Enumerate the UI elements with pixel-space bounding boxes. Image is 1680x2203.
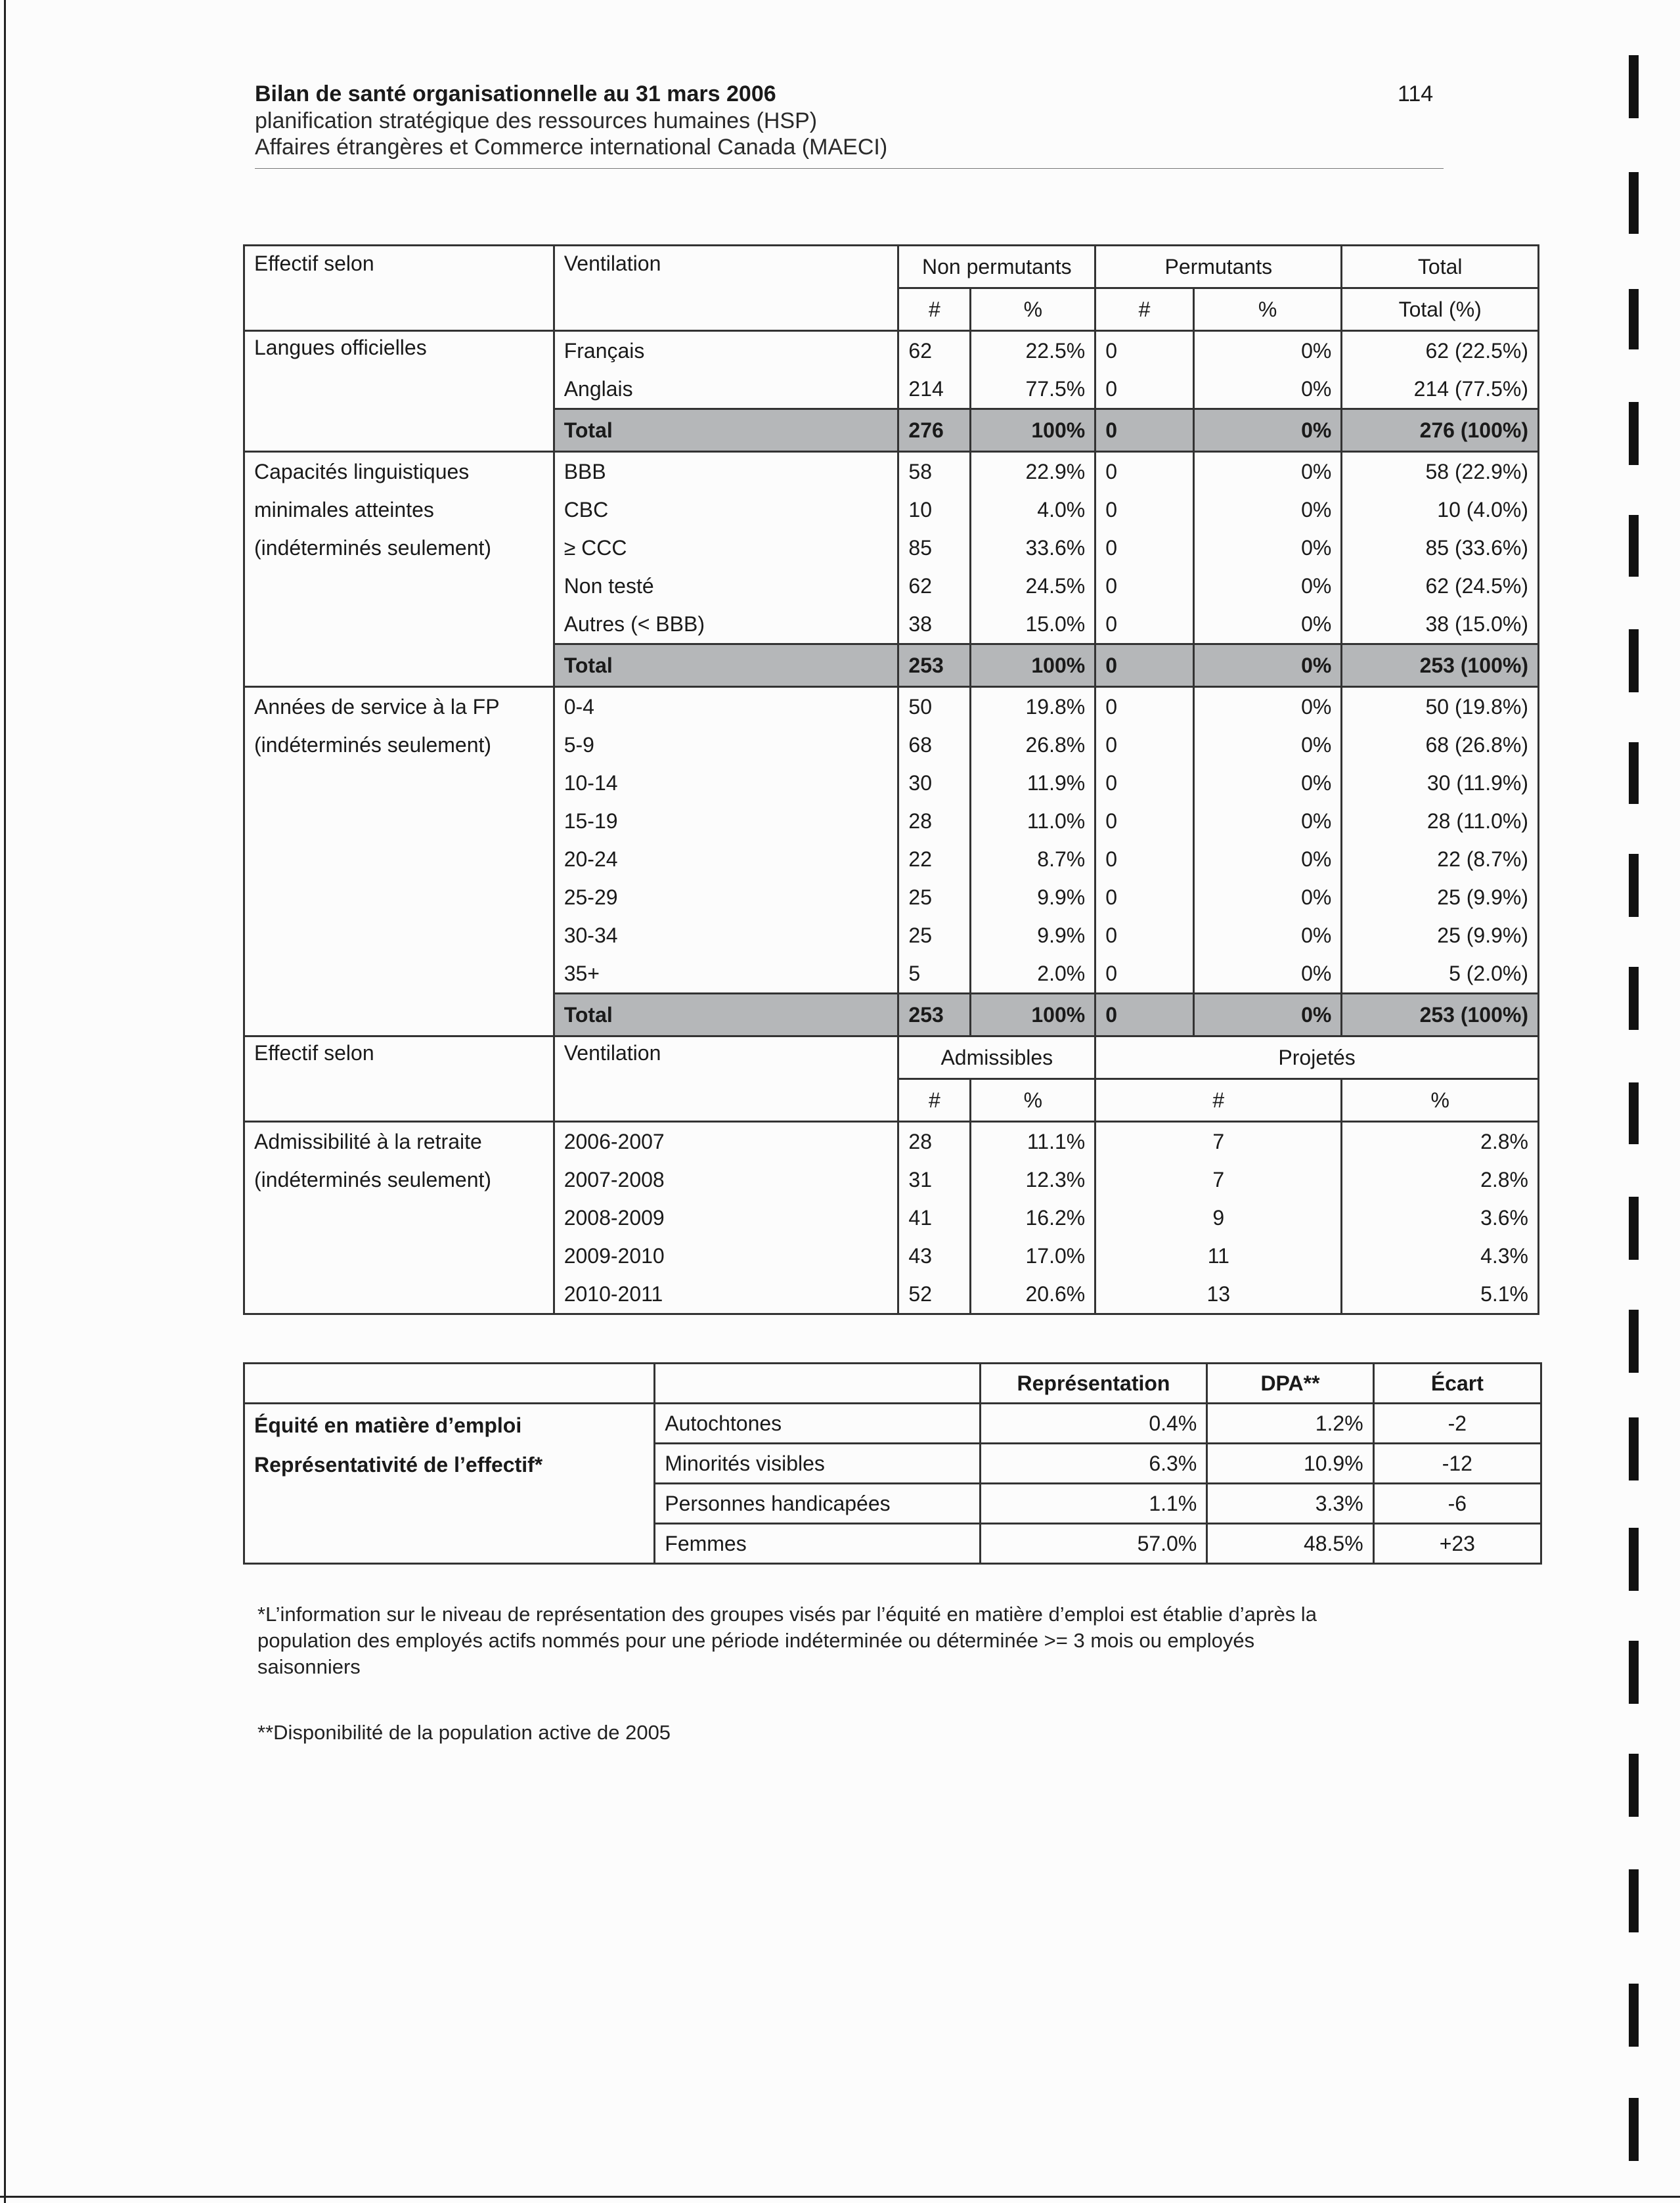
cell-total: 25 (9.9%) (1342, 916, 1539, 954)
cell-pct: 2.0% (971, 954, 1095, 994)
header-total: Total (1342, 246, 1539, 288)
group-label-langues: Langues officielles (244, 331, 554, 452)
cell-num: 13 (1095, 1275, 1342, 1314)
cell-num: 0 (1095, 840, 1194, 878)
cell-ventilation: Anglais (554, 370, 898, 409)
cell-num: 43 (898, 1237, 971, 1275)
cell-ventilation: 15-19 (554, 802, 898, 840)
subheader-num: # (1095, 288, 1194, 331)
cell-ventilation: ≥ CCC (554, 529, 898, 567)
footnote-line: saisonniers (257, 1655, 361, 1678)
cell-ventilation: 10-14 (554, 764, 898, 802)
cell-pct: 0% (1193, 529, 1342, 567)
header-ecart: Écart (1373, 1364, 1541, 1404)
table-row (244, 1404, 1541, 1444)
header-representation: Représentation (980, 1364, 1207, 1404)
cell-num: 10 (898, 491, 971, 529)
cell-pct: 100% (971, 409, 1095, 452)
header-permutants: Permutants (1095, 246, 1342, 288)
header-non-permutants: Non permutants (898, 246, 1095, 288)
cell-pct: 3.6% (1342, 1199, 1539, 1237)
cell-num: 0 (1095, 954, 1194, 994)
cell-pct: 0% (1193, 802, 1342, 840)
cell-num: 11 (1095, 1237, 1342, 1275)
cell-num: 25 (898, 878, 971, 916)
cell-num: 68 (898, 726, 971, 764)
subheader-pct: % (971, 1079, 1095, 1122)
cell-total: 28 (11.0%) (1342, 802, 1539, 840)
cell-pct: 100% (971, 644, 1095, 687)
cell-pct: 20.6% (971, 1275, 1095, 1314)
cell-num: 0 (1095, 529, 1194, 567)
table-row (244, 1122, 1539, 1161)
binding-hole-mark (1629, 1310, 1639, 1373)
footnote-line: population des employés actifs nommés pour une période indéterminée ou déterminée >= 3 mois ou employés (257, 1629, 1255, 1652)
cell-dpa: 3.3% (1207, 1484, 1373, 1524)
header-effectif: Effectif selon (244, 1036, 554, 1122)
header-blank (655, 1364, 980, 1404)
scan-edge-left (4, 0, 6, 2203)
subheader-pct: % (1342, 1079, 1539, 1122)
cell-pct: 26.8% (971, 726, 1095, 764)
binding-hole-mark (1629, 1528, 1639, 1591)
cell-pct: 15.0% (971, 605, 1095, 644)
cell-total: 85 (33.6%) (1342, 529, 1539, 567)
cell-num: 0 (1095, 687, 1194, 726)
cell-pct: 4.3% (1342, 1237, 1539, 1275)
cell-ventilation: 5-9 (554, 726, 898, 764)
cell-num: 41 (898, 1199, 971, 1237)
binding-hole-mark (1629, 172, 1639, 234)
cell-ventilation: 2010-2011 (554, 1275, 898, 1314)
cell-pct: 9.9% (971, 916, 1095, 954)
binding-hole-mark (1629, 1417, 1639, 1480)
cell-pct: 11.0% (971, 802, 1095, 840)
binding-hole-mark (1629, 55, 1639, 118)
footnote-dpa: **Disponibilité de la population active de 2005 (257, 1721, 671, 1744)
cell-total: 10 (4.0%) (1342, 491, 1539, 529)
subheader-pct: % (1193, 288, 1342, 331)
cell-total: 38 (15.0%) (1342, 605, 1539, 644)
page-title: Bilan de santé organisationnelle au 31 mars 2006 (255, 81, 776, 106)
cell-num: 58 (898, 452, 971, 491)
cell-num: 0 (1095, 994, 1194, 1036)
cell-pct: 22.5% (971, 331, 1095, 370)
cell-pct: 0% (1193, 994, 1342, 1036)
group-label-annees: Années de service à la FP (indéterminés seulement) (244, 687, 554, 1036)
cell-ventilation: Autres (< BBB) (554, 605, 898, 644)
cell-ventilation: 30-34 (554, 916, 898, 954)
cell-ventilation: 0-4 (554, 687, 898, 726)
cell-num: 0 (1095, 370, 1194, 409)
subheader-num: # (898, 1079, 971, 1122)
cell-group: Femmes (655, 1524, 980, 1564)
cell-pct: 0% (1193, 409, 1342, 452)
binding-hole-mark (1629, 1984, 1639, 2047)
cell-num: 30 (898, 764, 971, 802)
cell-total: 50 (19.8%) (1342, 687, 1539, 726)
cell-dpa: 48.5% (1207, 1524, 1373, 1564)
cell-ecart: -2 (1373, 1404, 1541, 1444)
cell-pct: 8.7% (971, 840, 1095, 878)
cell-pct: 0% (1193, 764, 1342, 802)
subheader-pct: % (971, 288, 1095, 331)
page-header (255, 80, 1444, 160)
cell-num: 0 (1095, 409, 1194, 452)
cell-pct: 0% (1193, 605, 1342, 644)
cell-pct: 0% (1193, 370, 1342, 409)
cell-pct: 77.5% (971, 370, 1095, 409)
cell-num: 214 (898, 370, 971, 409)
cell-num: 0 (1095, 726, 1194, 764)
cell-pct: 0% (1193, 567, 1342, 605)
cell-total: 25 (9.9%) (1342, 878, 1539, 916)
cell-ventilation: 20-24 (554, 840, 898, 878)
cell-pct: 12.3% (971, 1161, 1095, 1199)
cell-num: 276 (898, 409, 971, 452)
header-dpa: DPA** (1207, 1364, 1373, 1404)
cell-ventilation: 35+ (554, 954, 898, 994)
cell-dpa: 10.9% (1207, 1444, 1373, 1484)
binding-hole-mark (1629, 1754, 1639, 1817)
cell-dpa: 1.2% (1207, 1404, 1373, 1444)
binding-hole-mark (1629, 289, 1639, 349)
cell-ventilation: 2007-2008 (554, 1161, 898, 1199)
header-admissibles: Admissibles (898, 1036, 1095, 1079)
cell-ventilation: Total (554, 644, 898, 687)
cell-pct: 0% (1193, 644, 1342, 687)
binding-hole-mark (1629, 1082, 1639, 1144)
cell-num: 31 (898, 1161, 971, 1199)
cell-ventilation: Total (554, 994, 898, 1036)
cell-num: 25 (898, 916, 971, 954)
cell-num: 0 (1095, 764, 1194, 802)
subheader-total-pct: Total (%) (1342, 288, 1539, 331)
cell-num: 62 (898, 567, 971, 605)
cell-pct: 11.9% (971, 764, 1095, 802)
cell-total: 62 (22.5%) (1342, 331, 1539, 370)
table-row (244, 331, 1539, 370)
cell-ventilation: 2006-2007 (554, 1122, 898, 1161)
cell-num: 62 (898, 331, 971, 370)
group-label-retraite: Admissibilité à la retraite (indéterminés seulement) (244, 1122, 554, 1314)
cell-pct: 2.8% (1342, 1161, 1539, 1199)
cell-total: 253 (100%) (1342, 994, 1539, 1036)
cell-pct: 100% (971, 994, 1095, 1036)
cell-total: 253 (100%) (1342, 644, 1539, 687)
cell-ventilation: BBB (554, 452, 898, 491)
cell-pct: 2.8% (1342, 1122, 1539, 1161)
cell-num: 0 (1095, 605, 1194, 644)
cell-num: 5 (898, 954, 971, 994)
cell-pct: 0% (1193, 840, 1342, 878)
header-blank (244, 1364, 655, 1404)
binding-hole-mark (1629, 742, 1639, 804)
footnote-line: *L’information sur le niveau de représentation des groupes visés par l’équité en matière d’emploi est établie d’après la (257, 1603, 1317, 1626)
cell-pct: 5.1% (1342, 1275, 1539, 1314)
cell-group: Autochtones (655, 1404, 980, 1444)
page-subtitle: planification stratégique des ressources humaines (HSP) (255, 108, 818, 133)
binding-hole-mark (1629, 854, 1639, 917)
header-rule (255, 168, 1444, 169)
cell-pct: 0% (1193, 916, 1342, 954)
header-projetes: Projetés (1095, 1036, 1539, 1079)
cell-ecart: -12 (1373, 1444, 1541, 1484)
cell-representation: 57.0% (980, 1524, 1207, 1564)
header-ventilation: Ventilation (554, 1036, 898, 1122)
binding-hole-mark (1629, 1869, 1639, 1932)
header-effectif: Effectif selon (244, 246, 554, 331)
cell-representation: 0.4% (980, 1404, 1207, 1444)
cell-pct: 0% (1193, 491, 1342, 529)
cell-num: 253 (898, 994, 971, 1036)
cell-pct: 0% (1193, 687, 1342, 726)
cell-pct: 0% (1193, 726, 1342, 764)
cell-ventilation: 25-29 (554, 878, 898, 916)
cell-ventilation: 2008-2009 (554, 1199, 898, 1237)
cell-pct: 11.1% (971, 1122, 1095, 1161)
cell-total: 30 (11.9%) (1342, 764, 1539, 802)
cell-num: 7 (1095, 1122, 1342, 1161)
cell-ventilation: 2009-2010 (554, 1237, 898, 1275)
cell-group: Minorités visibles (655, 1444, 980, 1484)
cell-total: 276 (100%) (1342, 409, 1539, 452)
cell-ecart: +23 (1373, 1524, 1541, 1564)
cell-pct: 24.5% (971, 567, 1095, 605)
cell-pct: 16.2% (971, 1199, 1095, 1237)
cell-num: 0 (1095, 331, 1194, 370)
binding-hole-mark (1629, 2098, 1639, 2161)
footnote-representation (257, 1601, 1426, 1680)
table-row (244, 452, 1539, 491)
cell-pct: 22.9% (971, 452, 1095, 491)
cell-num: 28 (898, 1122, 971, 1161)
cell-num: 0 (1095, 491, 1194, 529)
group-label-capacites: Capacités linguistiques minimales atteintes (indéterminés seulement) (244, 452, 554, 687)
cell-total: 58 (22.9%) (1342, 452, 1539, 491)
cell-pct: 0% (1193, 331, 1342, 370)
cell-num: 85 (898, 529, 971, 567)
cell-num: 253 (898, 644, 971, 687)
binding-hole-mark (1629, 1197, 1639, 1260)
cell-num: 50 (898, 687, 971, 726)
cell-num: 0 (1095, 916, 1194, 954)
cell-total: 5 (2.0%) (1342, 954, 1539, 994)
cell-num: 28 (898, 802, 971, 840)
cell-pct: 17.0% (971, 1237, 1095, 1275)
equity-table (243, 1362, 1542, 1565)
cell-num: 0 (1095, 452, 1194, 491)
cell-total: 68 (26.8%) (1342, 726, 1539, 764)
cell-total: 62 (24.5%) (1342, 567, 1539, 605)
department-name: Affaires étrangères et Commerce international Canada (MAECI) (255, 135, 888, 160)
cell-num: 38 (898, 605, 971, 644)
binding-hole-mark (1629, 1641, 1639, 1704)
table-row (244, 687, 1539, 726)
subheader-num: # (898, 288, 971, 331)
cell-num: 0 (1095, 802, 1194, 840)
cell-ventilation: Non testé (554, 567, 898, 605)
header-ventilation: Ventilation (554, 246, 898, 331)
cell-ventilation: CBC (554, 491, 898, 529)
cell-pct: 4.0% (971, 491, 1095, 529)
equity-group-label: Équité en matière d’emploi Représentativité de l’effectif* (244, 1404, 655, 1564)
cell-num: 0 (1095, 878, 1194, 916)
cell-representation: 6.3% (980, 1444, 1207, 1484)
cell-num: 52 (898, 1275, 971, 1314)
workforce-table (243, 244, 1539, 1315)
cell-pct: 0% (1193, 954, 1342, 994)
cell-ventilation: Français (554, 331, 898, 370)
cell-group: Personnes handicapées (655, 1484, 980, 1524)
cell-ventilation: Total (554, 409, 898, 452)
binding-hole-mark (1629, 967, 1639, 1030)
binding-hole-mark (1629, 515, 1639, 577)
cell-num: 0 (1095, 644, 1194, 687)
cell-representation: 1.1% (980, 1484, 1207, 1524)
cell-pct: 9.9% (971, 878, 1095, 916)
cell-pct: 0% (1193, 452, 1342, 491)
cell-num: 22 (898, 840, 971, 878)
cell-total: 22 (8.7%) (1342, 840, 1539, 878)
binding-hole-mark (1629, 402, 1639, 465)
cell-num: 0 (1095, 567, 1194, 605)
cell-pct: 33.6% (971, 529, 1095, 567)
page-number: 114 (1398, 81, 1434, 106)
cell-pct: 0% (1193, 878, 1342, 916)
cell-num: 9 (1095, 1199, 1342, 1237)
cell-num: 7 (1095, 1161, 1342, 1199)
cell-pct: 19.8% (971, 687, 1095, 726)
cell-ecart: -6 (1373, 1484, 1541, 1524)
scan-edge-bottom (0, 2196, 1680, 2198)
cell-total: 214 (77.5%) (1342, 370, 1539, 409)
subheader-num: # (1095, 1079, 1342, 1122)
binding-hole-mark (1629, 629, 1639, 692)
